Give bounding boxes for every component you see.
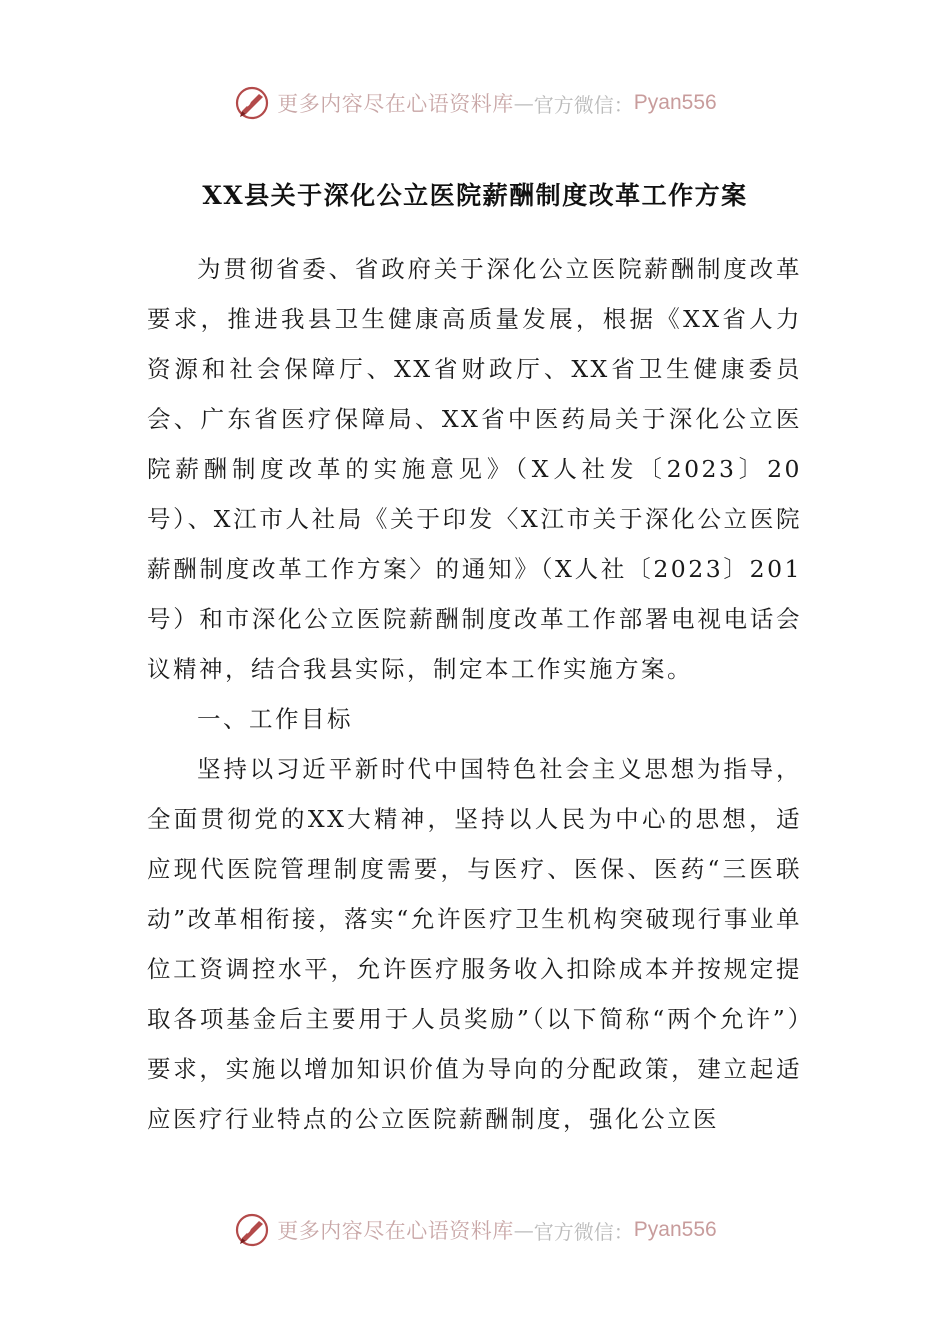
- banner-dash: —: [513, 1218, 534, 1242]
- banner-contact-id: Pyan556: [633, 91, 717, 114]
- banner-contact-label: 官方微信：: [533, 1219, 634, 1244]
- banner-contact-id: Pyan556: [633, 1218, 717, 1241]
- document-title: XX县关于深化公立医院薪酬制度改革工作方案: [202, 181, 748, 210]
- section-heading: 一、工作目标: [197, 705, 353, 733]
- pen-logo-icon: [233, 1211, 271, 1249]
- document-body: [147, 244, 802, 1144]
- footer-banner: [0, 1208, 950, 1252]
- banner-slogan: 更多内容尽在心语资料库: [277, 1219, 514, 1243]
- banner-contact-label: 官方微信：: [533, 92, 634, 117]
- header-banner: [0, 81, 950, 125]
- banner-dash: —: [513, 91, 534, 115]
- body-paragraph: 坚持以习近平新时代中国特色社会主义思想为指导，全面贯彻党的XX大精神，坚持以人民为中心的思想，适应现代医院管理制度需要，与医疗、医保、医药“三医联动”改革相衔接，落实“允许医疗卫生机构突破现行事业单位工资调控水平，允许医疗服务收入扣除成本并按规定提取各项基金后主要用于人员奖励”（以下简称“两个允许”）要求，实施以增加知识价值为导向的分配政策，建立起适应医疗行业特点的公立医院薪酬制度，强化公立医: [147, 755, 802, 1133]
- banner-slogan: 更多内容尽在心语资料库: [277, 92, 514, 116]
- pen-logo-icon: [233, 84, 271, 122]
- intro-paragraph: 为贯彻省委、省政府关于深化公立医院薪酬制度改革要求，推进我县卫生健康高质量发展，根据《XX省人力资源和社会保障厅、XX省财政厅、XX省卫生健康委员会、广东省医疗保障局、XX省中医药局关于深化公立医院薪酬制度改革的实施意见》（X人社发〔2023〕20号）、X江市人社局《关于印发〈X江市关于深化公立医院薪酬制度改革工作方案〉的通知》（X人社〔2023〕201号）和市深化公立医院薪酬制度改革工作部署电视电话会议精神，结合我县实际，制定本工作实施方案。: [147, 255, 802, 683]
